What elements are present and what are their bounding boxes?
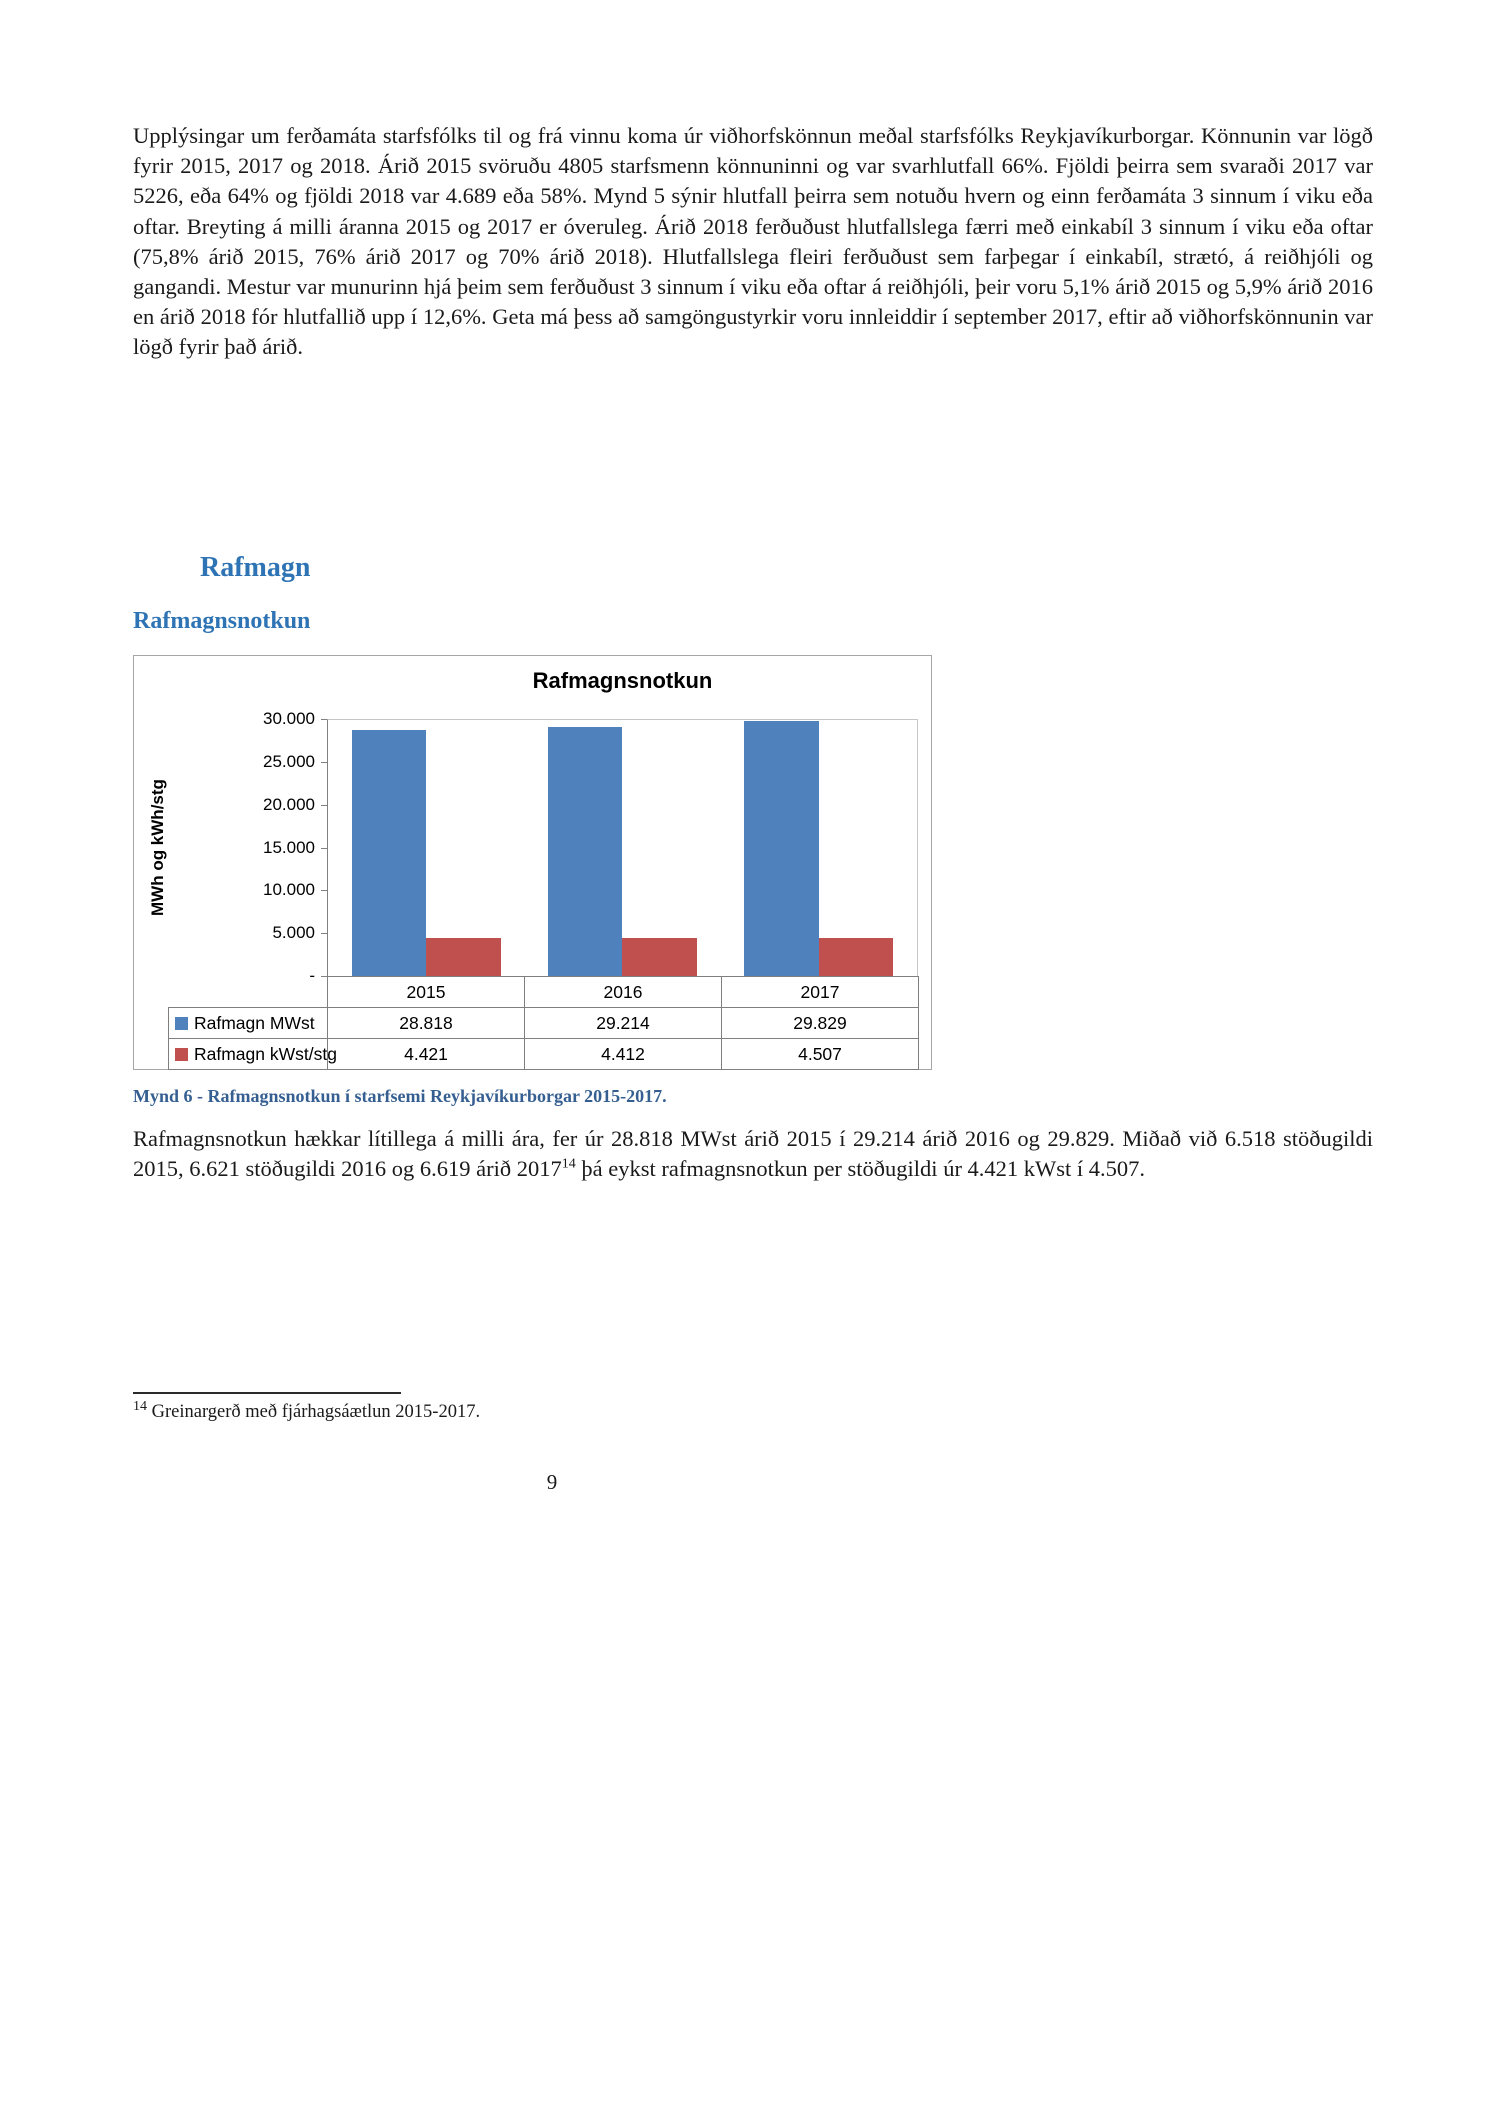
y-tick-label: 5.000 [272, 923, 327, 943]
table-row-categories [169, 977, 919, 1008]
y-tick-label: 15.000 [263, 838, 327, 858]
y-tick-label: 20.000 [263, 795, 327, 815]
bar-rafmagn-kwst-stg-2016 [622, 938, 697, 976]
legend-swatch-icon [175, 1017, 188, 1030]
footnote-separator-rule [133, 1392, 401, 1394]
y-axis-label: MWh og kWh/stg [148, 779, 167, 916]
page-number: 9 [546, 1470, 558, 1494]
value-cell: 29.214 [525, 1008, 722, 1039]
figure-caption: Mynd 6 - Rafmagnsnotkun í starfsemi Reykjavíkurborgar 2015-2017. [133, 1086, 667, 1106]
legend-cell [169, 1039, 337, 1070]
chart-title: Rafmagnsnotkun [532, 668, 713, 693]
bar-rafmagn-mwst-2015 [352, 730, 427, 976]
chart-plot-area [327, 719, 918, 976]
chart-data-table [168, 976, 919, 1070]
category-label: 2015 [328, 977, 525, 1008]
value-cell: 4.421 [328, 1039, 525, 1070]
table-row-series [169, 1039, 919, 1070]
bar-rafmagn-mwst-2016 [548, 727, 623, 976]
bar-group-2016 [524, 720, 720, 976]
value-cell: 28.818 [328, 1008, 525, 1039]
footnote-marker: 14 [133, 1398, 147, 1414]
legend-swatch-icon [175, 1048, 188, 1061]
y-tick-label: 10.000 [263, 880, 327, 900]
y-tick-label: 25.000 [263, 752, 327, 772]
bar-rafmagn-mwst-2017 [744, 721, 819, 976]
category-label: 2017 [722, 977, 919, 1008]
bar-group-2015 [328, 720, 524, 976]
bar-rafmagn-kwst-stg-2015 [426, 938, 501, 976]
value-cell: 29.829 [722, 1008, 919, 1039]
table-corner-cell [169, 977, 328, 1008]
series-name: Rafmagn kWst/stg [194, 1043, 337, 1064]
value-cell: 4.412 [525, 1039, 722, 1070]
paragraph-electricity-text-after-ref: þá eykst rafmagnsnotkun per stöðugildi úr 4.421 kWst í 4.507. [575, 1156, 1146, 1182]
electricity-usage-chart [133, 655, 932, 1070]
bar-rafmagn-kwst-stg-2017 [819, 938, 894, 976]
paragraph-travel-survey: Upplýsingar um ferðamáta starfsfólks til og frá vinnu koma úr viðhorfskönnun meðal starfsfólks Reykjavíkurborgar. Könnunin var lögð fyrir 2015, 2017 og 2018. Árið 2015 svöruðu 4805 starfsmenn könnuninni og var svarhlutfall 66%. Fjöldi þeirra sem svaraði 2017 var 5226, eða 64% og fjöldi 2018 var 4.689 eða 58%. Mynd 5 sýnir hlutfall þeirra sem notuðu hvern og einn ferðamáta 3 sinnum í viku eða oftar. Breyting á milli áranna 2015 og 2017 er óveruleg. Árið 2018 ferðuðust hlutfallslega færri með einkabíl 3 sinnum í viku eða oftar (75,8% árið 2015, 76% árið 2017 og 70% árið 2018). Hlutfallslega fleiri ferðuðust sem farþegar í einkabíl, strætó, á reiðhjóli og gangandi. Mestur var munurinn hjá þeim sem ferðuðust 3 sinnum í viku eða oftar á reiðhjóli, þeir voru 5,1% árið 2015 og 5,9% árið 2016 en árið 2018 fór hlutfallið upp í 12,6%. Geta má þess að samgöngustyrkir voru innleiddir í september 2017, eftir að viðhorfskönnunin var lögð fyrir það árið. [133, 123, 1373, 360]
footnote-reference: 14 [561, 1156, 576, 1172]
y-axis-ticks [237, 709, 327, 985]
y-tick-label: 30.000 [263, 709, 327, 729]
footnote [133, 1398, 1373, 1423]
category-label: 2016 [525, 977, 722, 1008]
y-tick-label: - [309, 966, 327, 986]
section-heading-rafmagn: Rafmagn [200, 552, 311, 583]
value-cell: 4.507 [722, 1039, 919, 1070]
legend-cell [169, 1008, 328, 1039]
paragraph-electricity-text: Rafmagnsnotkun hækkar lítillega á milli ára, fer úr 28.818 MWst árið 2015 í 29.214 árið 2016 og 29.829. Miðað við 6.518 stöðugildi 2015, 6.621 stöðugildi 2016 og 6.619 árið 2017 [133, 1126, 1373, 1182]
series-name: Rafmagn MWst [194, 1012, 315, 1033]
subsection-heading-rafmagnsnotkun: Rafmagnsnotkun [133, 608, 311, 634]
footnote-text: Greinargerð með fjárhagsáætlun 2015-2017. [147, 1402, 481, 1422]
bar-group-2017 [721, 720, 917, 976]
table-row-series [169, 1008, 919, 1039]
paragraph-electricity [133, 1124, 1373, 1184]
